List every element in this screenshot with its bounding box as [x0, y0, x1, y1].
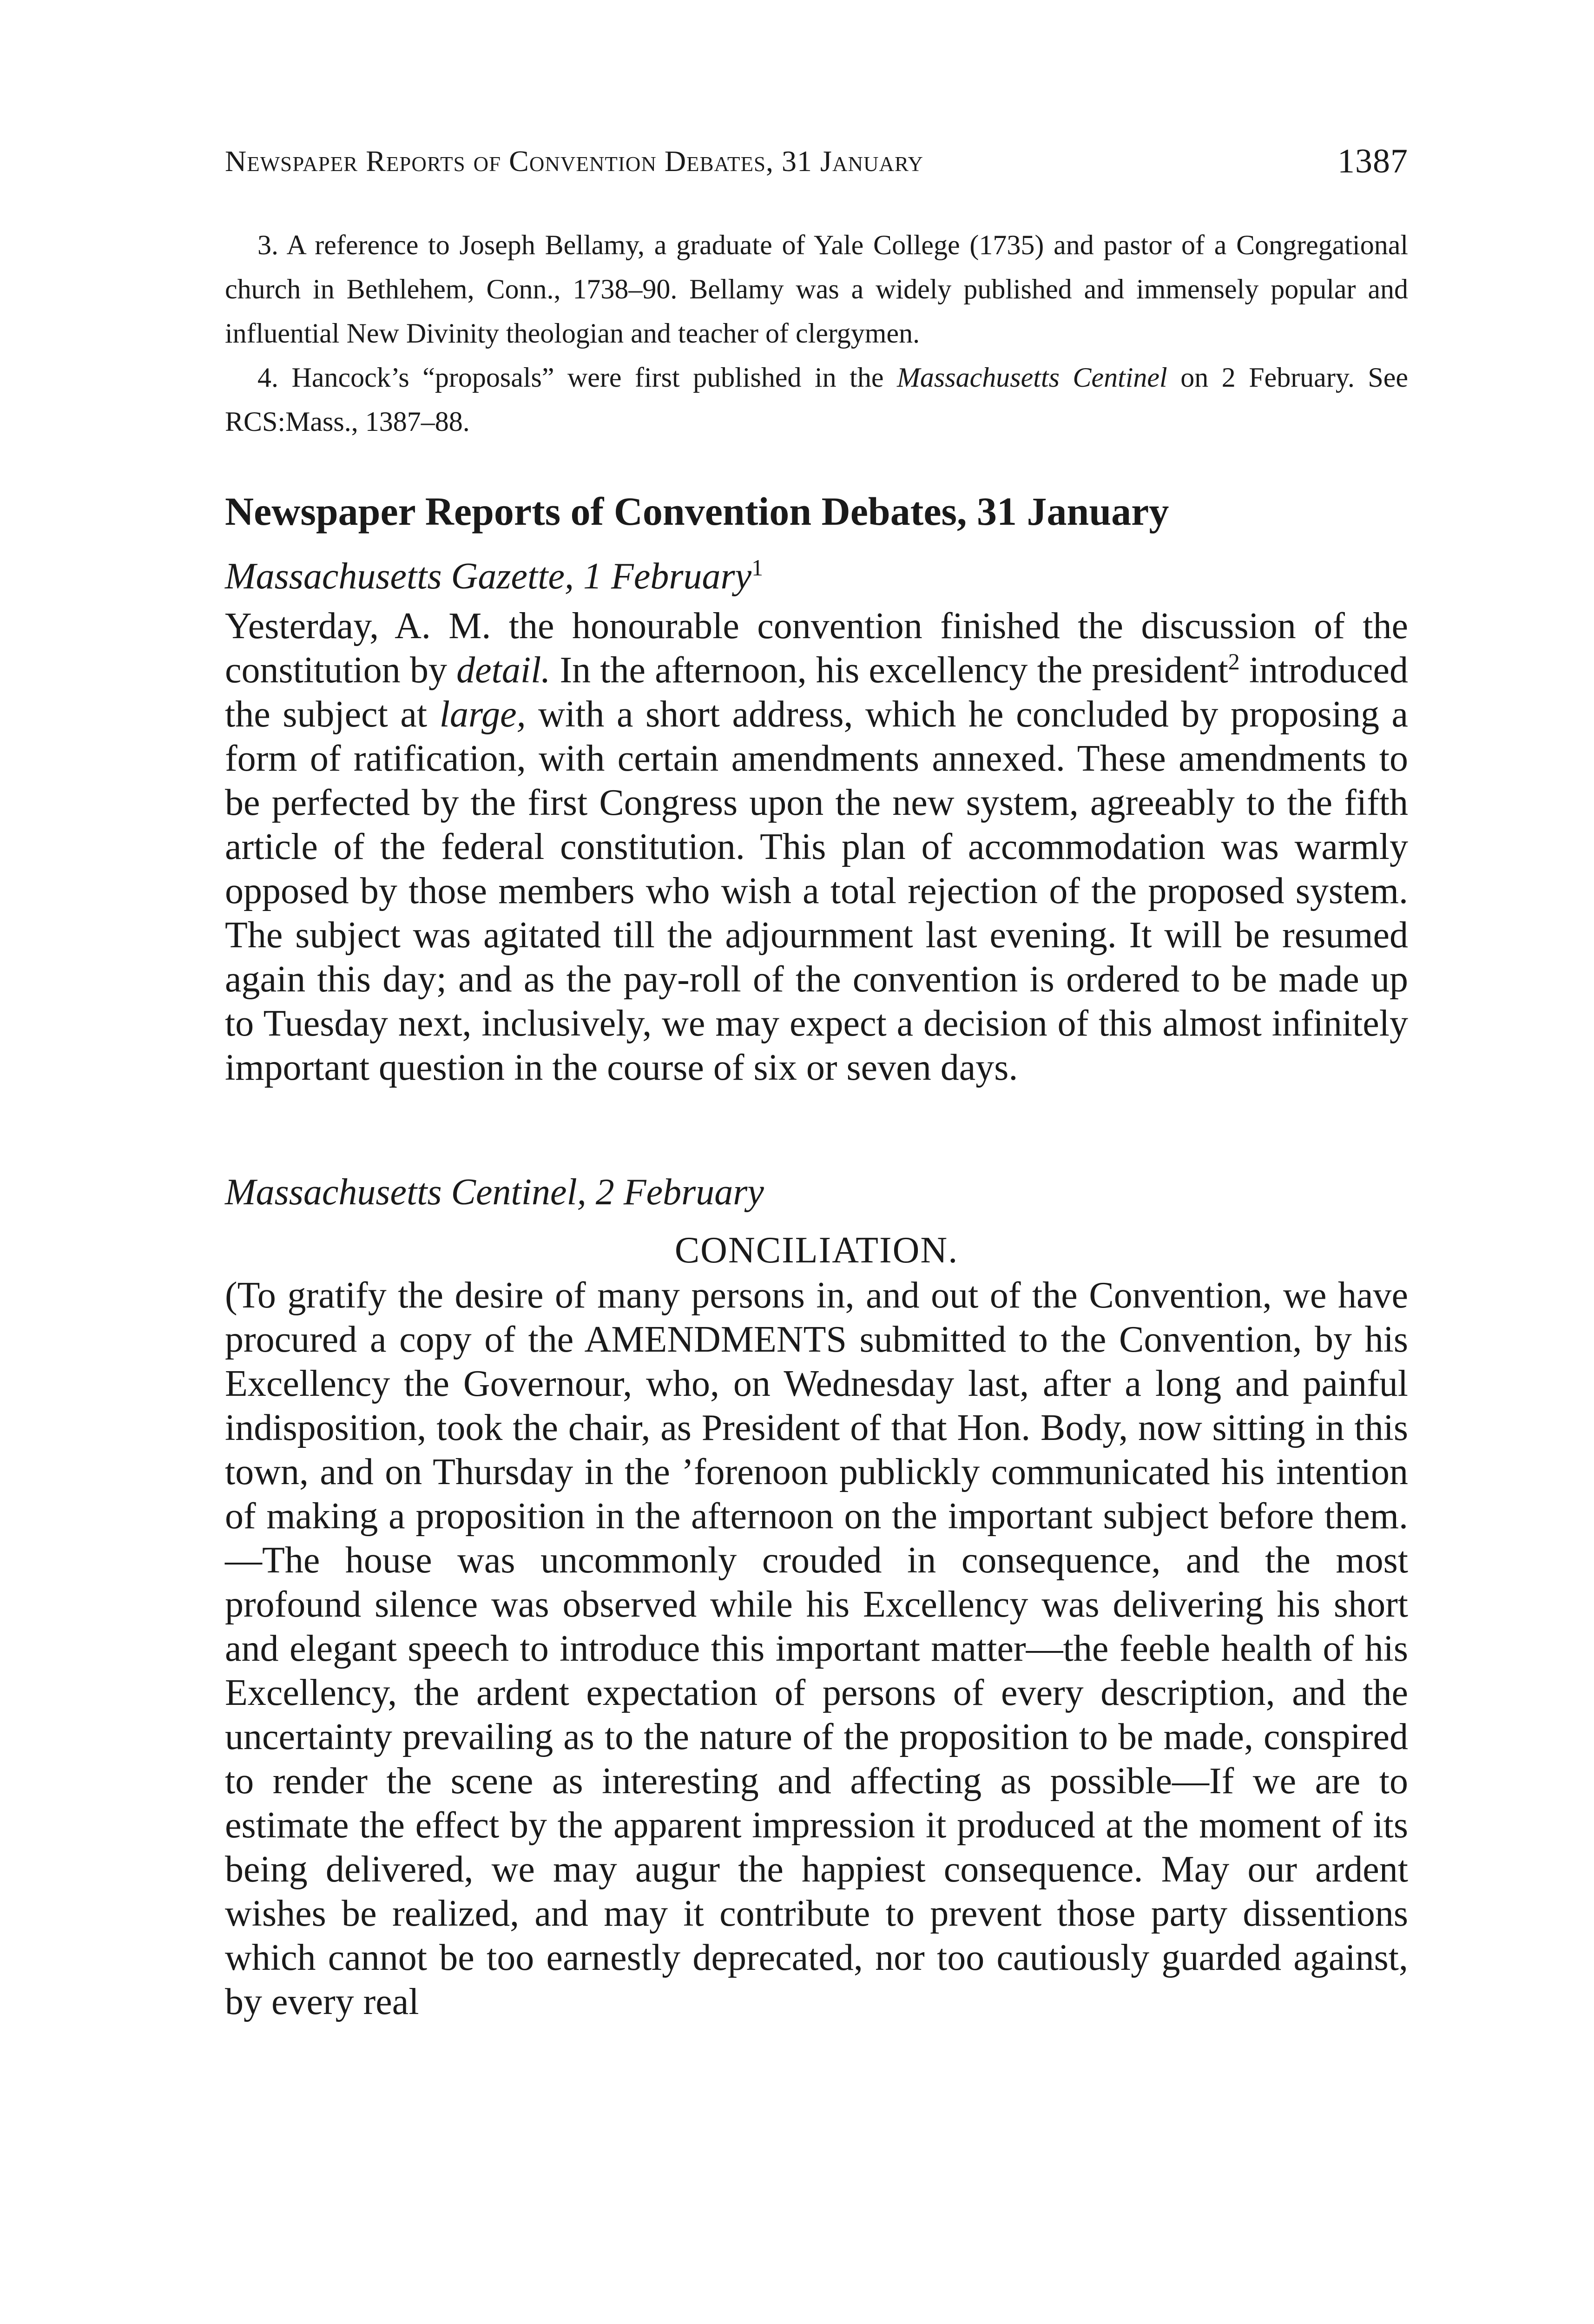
- article-paragraph: (To gratify the desire of many persons in, and out of the Convention, we have procured a copy of the AMENDMENTS submitted to the Convention, by his Excellency the Governour, who, on Wednesday last, after a long and painful indisposition, took the chair, as President of that Hon. Body, now sitting in this town, and on Thursday in the ’forenoon publickly communicated his intention of making a proposition in the afternoon on the important subject before them.—The house was uncommonly crouded in consequence, and the most profound silence was observed while his Excellency was delivering his short and elegant speech to introduce this important matter—the feeble health of his Excellency, the ardent expectation of persons of every description, and the uncertainty prevailing as to the nature of the proposition to be made, conspired to render the scene as interesting and affecting as possible—If we are to estimate the effect by the apparent impression it produced at the moment of its being delivered, we may augur the happiest consequence. May our ardent wishes be realized, and may it contribute to prevent those party dissentions which cannot be too earnestly deprecated, nor too cautiously guarded against, by every real: [225, 1275, 1408, 2022]
- source-title: [225, 548, 1408, 604]
- endnote-text: A reference to Joseph Bellamy, a graduate of Yale College (1735) and pastor of a Congregational church in Bethlehem, Conn., 1738–90. Bellamy was a widely published and immensely popular and influential New Divinity theologian and teacher of clergymen.: [225, 230, 1408, 349]
- footnote-mark: 1: [751, 555, 764, 581]
- article-heading: CONCILIATION.: [674, 1230, 959, 1271]
- endnote-text: Hancock’s “proposals” were first published in the: [291, 362, 884, 393]
- section-heading: Newspaper Reports of Convention Debates, 31 January: [225, 489, 1169, 534]
- source-title-text: Massachusetts Gazette, 1 February: [225, 556, 752, 597]
- endnote-3: [225, 223, 1408, 356]
- endnotes: [225, 223, 1408, 444]
- running-head-title: Newspaper Reports of Convention Debates, 31 January: [225, 145, 923, 178]
- page-number: 1387: [1337, 142, 1408, 180]
- paragraph-text: In the afternoon, his excellency the president: [560, 650, 1228, 691]
- paragraph-text: Yesterday, A. M. the honourable convention finished the discussion of the constitution by: [225, 606, 1408, 691]
- paragraph-italic: detail.: [456, 650, 551, 691]
- endnote-4: [225, 356, 1408, 444]
- endnote-italic-title: Massachusetts Centinel: [896, 362, 1167, 393]
- source-title: Massachusetts Centinel, 2 February: [225, 1172, 764, 1213]
- paragraph-text: introduced the subject at: [225, 650, 1409, 735]
- article-paragraph: [225, 604, 1408, 1090]
- endnote-number: 3.: [257, 230, 278, 260]
- paragraph-italic: large,: [439, 694, 526, 735]
- endnote-text: on 2 February. See RCS:Mass., 1387–88.: [225, 362, 1409, 437]
- endnote-number: 4.: [257, 362, 278, 393]
- footnote-mark: 2: [1228, 648, 1240, 674]
- paragraph-text: with a short address, which he concluded by proposing a form of ratification, with certain amendments annexed. These amendments to be perfected by the first Congress upon the new system, agreeably to the fifth article of the federal constitution. This plan of accommodation was warmly opposed by those members who wish a total rejection of the proposed system. The subject was agitated till the adjournment last evening. It will be resumed again this day; and as the pay-roll of the convention is ordered to be made up to Tuesday next, inclusively, we may expect a decision of this almost infinitely important question in the course of six or seven days.: [225, 694, 1409, 1088]
- running-head: [225, 136, 1408, 187]
